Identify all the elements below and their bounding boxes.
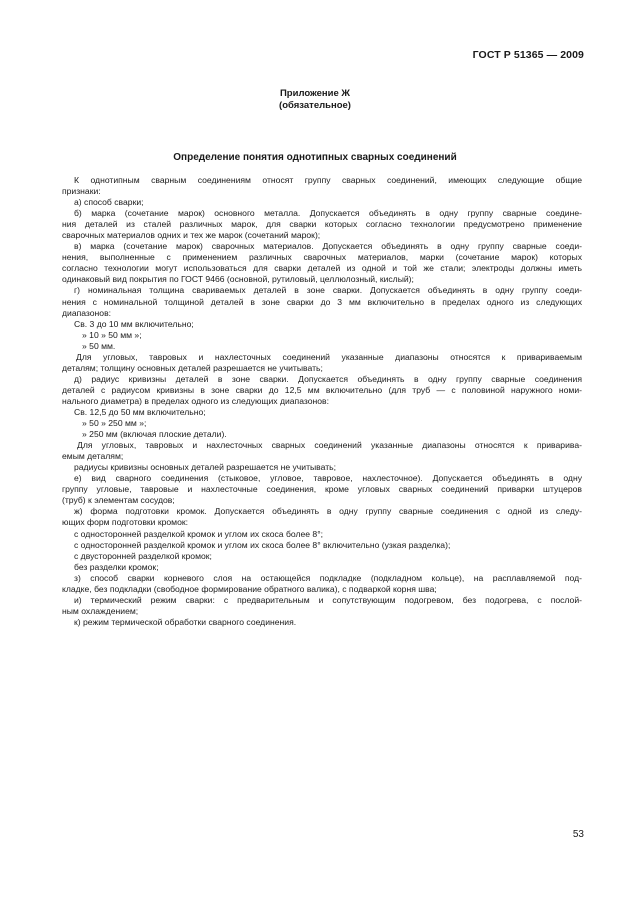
list-item-g: г) номинальная толщина свариваемых деталей в зоне сварки. Допускается объединять в одну группу соеди- <box>74 285 582 296</box>
list-item-v: в) марка (сочетание марок) сварочных материалов. Допускается объединять в одну группу сварные соеди- <box>74 241 582 252</box>
text-line: одинаковый вид покрытия по ГОСТ 9466 (основной, рутиловый, целлюлозный, кислый); <box>62 274 414 285</box>
sub-item: без разделки кромок; <box>74 561 159 572</box>
text-line: нения, выполненные с применением различных сварочных материалов, марки (сочетание марок) которых <box>62 252 582 263</box>
section-title: Определение понятия однотипных сварных соединений <box>173 152 457 163</box>
range-line: » 250 мм (включая плоские детали). <box>82 429 227 440</box>
text-line: признаки: <box>62 186 101 197</box>
text-line: Для угловых, тавровых и нахлесточных сварных соединений указанные диапазоны относятся к приварива- <box>77 440 582 451</box>
text-line: радиусы кривизны основных деталей разрешается не учитывать; <box>74 462 337 473</box>
appendix-heading <box>0 88 630 112</box>
range-line: » 10 » 50 мм »; <box>82 329 142 340</box>
appendix-status: (обязательное) <box>279 100 351 111</box>
list-item-b: б) марка (сочетание марок) основного металла. Допускается объединять в одну группу сварные соедине- <box>74 208 582 219</box>
sub-item: с двусторонней разделкой кромок; <box>74 550 212 561</box>
page-number: 53 <box>572 829 584 840</box>
text-line: кладке, без подкладки (свободное формирование обратного валика), с подваркой корня шва; <box>62 583 437 594</box>
range-line: » 50 » 250 мм »; <box>82 418 147 429</box>
text-line: нального диаметра) в пределах одного из следующих диапазонов: <box>62 395 329 406</box>
list-item-k: к) режим термической обработки сварного соединения. <box>74 616 297 627</box>
text-line: сварочных материалов одних и тех же марок (сочетаний марок); <box>62 230 321 241</box>
text-line: ния деталей из сталей различных марок, для сварки которых согласно технологии предусмотрено применение <box>62 219 582 230</box>
standard-header: ГОСТ Р 51365 — 2009 <box>472 49 584 61</box>
range-line: Св. 12,5 до 50 мм включительно; <box>74 406 206 417</box>
text-line: деталям; толщину основных деталей разрешается не учитывать; <box>62 362 323 373</box>
text-line: согласно технологии могут использоваться для сварки деталей из одной и той же стали; электроды должны иметь <box>62 263 582 274</box>
range-line: Св. 3 до 10 мм включительно; <box>74 318 194 329</box>
list-item-zh: ж) форма подготовки кромок. Допускается объединять в одну группу сварные соединения с одной из следу- <box>74 506 582 517</box>
list-item-e: е) вид сварного соединения (стыковое, угловое, тавровое, нахлесточное). Допускается объединять в одну <box>74 473 582 484</box>
text-line: (труб) к элементам сосудов; <box>62 495 175 506</box>
text-line: ным охлаждением; <box>62 605 139 616</box>
text-line: ющих форм подготовки кромок: <box>62 517 189 528</box>
sub-item: с односторонней разделкой кромок и углом их скоса более 8° включительно (узкая разделка); <box>74 539 451 550</box>
list-item-i: и) термический режим сварки: с предварительным и сопутствующим подогревом, без подогрева, с послой- <box>74 594 582 605</box>
list-item-a: а) способ сварки; <box>74 197 144 208</box>
text-line: К однотипным сварным соединениям относят группу сварных соединений, имеющих следующие общие <box>74 175 582 185</box>
appendix-title: Приложение Ж <box>279 88 351 99</box>
range-line: » 50 мм. <box>82 340 116 351</box>
sub-item: с односторонней разделкой кромок и углом их скоса более 8°; <box>74 528 324 539</box>
text-line: диапазонов: <box>62 307 112 318</box>
text-line: деталей с радиусом кривизны в зоне сварки до 12,5 мм включительно (для труб — с половиной наружного номи- <box>62 384 582 395</box>
list-item-z: з) способ сварки корневого слоя на остающейся подкладке (подкладном кольце), на расплавляемой под- <box>74 572 582 583</box>
text-line: группу угловые, тавровые и нахлесточные соединения, кроме угловых сварных соединений приварки штуцеров <box>62 484 582 495</box>
document-body <box>62 175 582 628</box>
text-line: Для угловых, тавровых и нахлесточных соединений указанные диапазоны относятся к привариваемым <box>76 351 582 362</box>
list-item-d: д) радиус кривизны деталей в зоне сварки. Допускается объединять в одну группу сварные соединения <box>74 373 582 384</box>
text-line: нения с номинальной толщиной деталей в зоне сварки до 3 мм включительно в пределах одного из следующих <box>62 296 582 307</box>
text-line: емым деталям; <box>62 451 124 462</box>
